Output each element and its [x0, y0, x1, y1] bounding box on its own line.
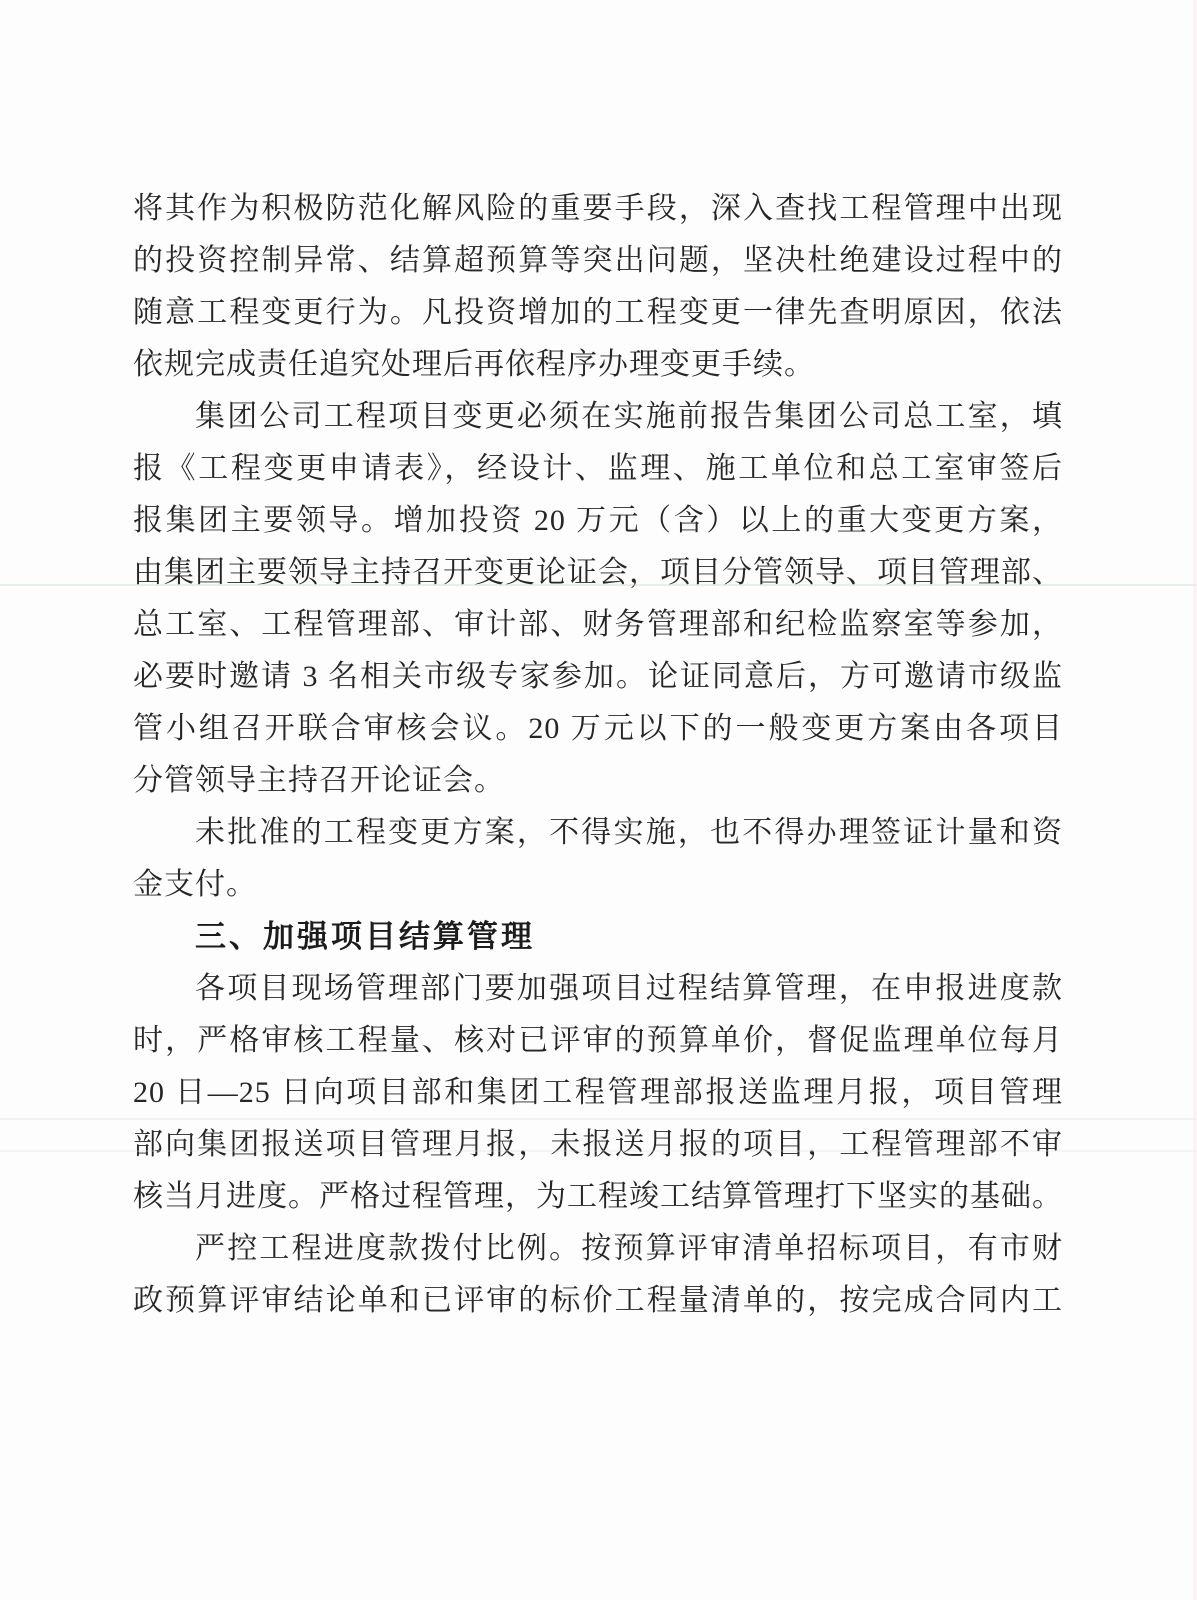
- text-line: 未批准的工程变更方案，不得实施，也不得办理签证计量和资: [195, 816, 1063, 849]
- document-text-block: [133, 183, 1063, 1327]
- text-line: 必要时邀请 3 名相关市级专家参加。论证同意后，方可邀请市级监: [133, 660, 1063, 693]
- text-line: 报《工程变更申请表》，经设计、监理、施工单位和总工室审签后: [133, 452, 1063, 485]
- text-line: 时，严格审核工程量、核对已评审的预算单价，督促监理单位每月: [133, 1024, 1063, 1057]
- text-line: 分管领导主持召开论证会。: [133, 764, 505, 797]
- text-line: 政预算评审结论单和已评审的标价工程量清单的，按完成合同内工: [133, 1284, 1063, 1317]
- text-line: 总工室、工程管理部、审计部、财务管理部和纪检监察室等参加，: [133, 608, 1063, 641]
- text-line: 将其作为积极防范化解风险的重要手段，深入查找工程管理中出现: [133, 192, 1063, 225]
- text-line: 各项目现场管理部门要加强项目过程结算管理，在申报进度款: [195, 972, 1063, 1005]
- text-line: 由集团主要领导主持召开变更论证会，项目分管领导、项目管理部、: [133, 556, 1063, 589]
- text-line: 集团公司工程项目变更必须在实施前报告集团公司总工室，填: [195, 400, 1063, 433]
- text-line: 金支付。: [133, 868, 257, 901]
- text-line: 20 日—25 日向项目部和集团工程管理部报送监理月报，项目管理: [133, 1076, 1063, 1109]
- section-heading: 三、加强项目结算管理: [195, 919, 535, 954]
- scan-artifact-edge: [1193, 0, 1197, 1600]
- text-line: 核当月进度。严格过程管理，为工程竣工结算管理打下坚实的基础。: [133, 1180, 1063, 1213]
- text-line: 管小组召开联合审核会议。20 万元以下的一般变更方案由各项目: [133, 712, 1063, 745]
- text-line: 的投资控制异常、结算超预算等突出问题，坚决杜绝建设过程中的: [133, 244, 1063, 277]
- text-line: 部向集团报送项目管理月报，未报送月报的项目，工程管理部不审: [133, 1128, 1063, 1161]
- text-line: 严控工程进度款拨付比例。按预算评审清单招标项目，有市财: [195, 1232, 1063, 1265]
- text-line: 依规完成责任追究处理后再依程序办理变更手续。: [133, 348, 815, 381]
- text-line: 随意工程变更行为。凡投资增加的工程变更一律先查明原因，依法: [133, 296, 1063, 329]
- text-line: 报集团主要领导。增加投资 20 万元（含）以上的重大变更方案，: [133, 504, 1063, 537]
